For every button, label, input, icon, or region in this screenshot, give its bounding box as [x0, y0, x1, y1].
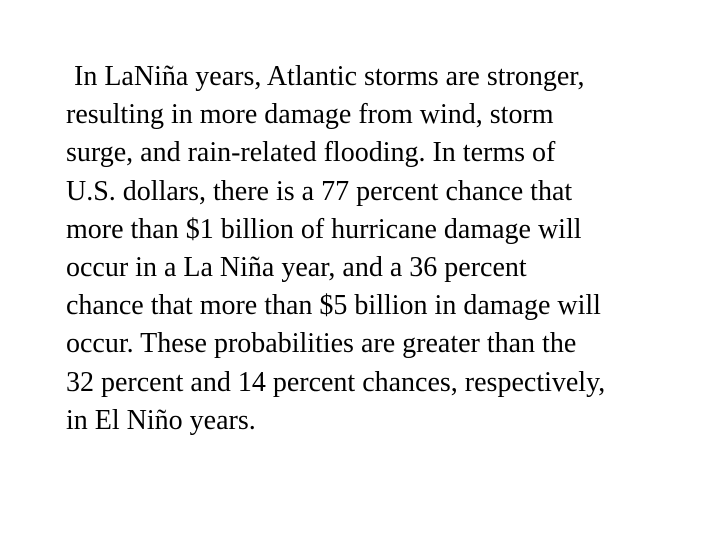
text-line: occur. These probabilities are greater than the	[66, 328, 577, 360]
text-line: in El Niño years.	[66, 404, 256, 436]
text-line: resulting in more damage from wind, storm	[66, 99, 554, 131]
slide-body-text	[66, 58, 696, 440]
text-line: 32 percent and 14 percent chances, respectively,	[66, 366, 606, 398]
text-line: surge, and rain-related flooding. In terms of	[66, 137, 556, 169]
text-line: In LaNiña years, Atlantic storms are stronger,	[74, 61, 585, 92]
text-line: chance that more than $5 billion in damage will	[66, 290, 601, 322]
text-line: U.S. dollars, there is a 77 percent chance that	[66, 175, 573, 207]
text-line: occur in a La Niña year, and a 36 percent	[66, 252, 527, 284]
text-line: more than $1 billion of hurricane damage will	[66, 213, 582, 245]
